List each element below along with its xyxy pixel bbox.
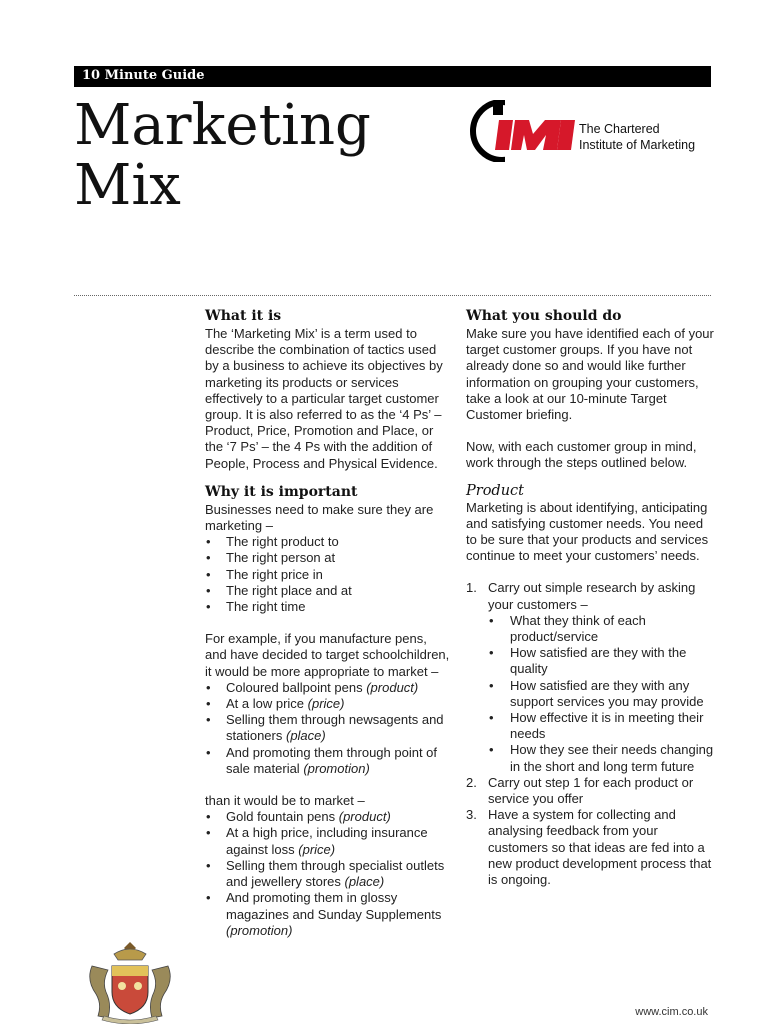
- guide-label-bar: [74, 66, 711, 87]
- product-heading: Product: [466, 482, 524, 499]
- cim-logo-mark: [469, 100, 577, 162]
- org-name-line-1: The Chartered: [579, 122, 660, 136]
- what-it-is-heading: What it is: [205, 308, 282, 324]
- dotted-divider: [74, 295, 711, 296]
- list-item: • The right time: [205, 599, 450, 615]
- steps-list: [466, 580, 716, 888]
- list-item: • Selling them through specialist outlets and jewellery stores (place): [205, 858, 450, 890]
- what-it-is-body: The ‘Marketing Mix’ is a term used to describe the combination of tactics used by a business to achieve its objectives by marketing its products or services effectively to a particular target customer group. It is also referred to as the ‘4 Ps’ – Product, Price, Promotion and Place, or the ‘7 Ps’ – the 4 Ps with the addition of People, Process and Physical Evidence.: [205, 326, 443, 471]
- page-title: [74, 93, 371, 218]
- list-item: 3. Have a system for collecting and analysing feedback from your customers so that ideas are fed into a new product development process that is ongoing.: [466, 807, 712, 888]
- list-item: • The right place and at: [205, 583, 450, 599]
- example-list: [205, 680, 450, 777]
- list-item: • The right price in: [205, 567, 450, 583]
- list-item: • What they think of each product/service: [488, 613, 716, 645]
- org-name-line-2: Institute of Marketing: [579, 138, 696, 152]
- guide-label: 10 Minute Guide: [82, 68, 205, 83]
- sub-list: [488, 613, 716, 775]
- left-column: [205, 306, 450, 939]
- example-intro: For example, if you manufacture pens, and have decided to target schoolchildren, it would be more appropriate to market –: [205, 631, 450, 679]
- list-item: • How satisfied are they with any support services you may provide: [488, 678, 716, 710]
- title-line-2: Mix: [74, 153, 181, 218]
- list-item: • Coloured ballpoint pens (product): [205, 680, 450, 696]
- why-intro: Businesses need to make sure they are marketing –: [205, 501, 434, 534]
- list-item: • How they see their needs changing in the short and long term future: [488, 742, 716, 774]
- right-column: [466, 306, 716, 888]
- list-item: • How effective it is in meeting their needs: [488, 710, 716, 742]
- what-to-do-body-1: Make sure you have identified each of your target customer groups. If you have not already done so and would like further information on grouping your customers, take a look at our 10-minute Target Customer briefing.: [466, 326, 714, 423]
- list-item: • And promoting them in glossy magazines and Sunday Supplements (promotion): [205, 890, 450, 939]
- list-item: • How satisfied are they with the quality: [488, 645, 716, 677]
- list-item: • At a low price (price): [205, 696, 450, 712]
- list-item: • Selling them through newsagents and stationers (place): [205, 712, 450, 744]
- list-item: • The right product to: [205, 534, 450, 550]
- list-item: 2. Carry out step 1 for each product or service you offer: [466, 774, 694, 807]
- list-item: • At a high price, including insurance against loss (price): [205, 825, 450, 857]
- cim-logo: [469, 100, 719, 162]
- list-item: 1. Carry out simple research by asking your customers – • What they think of each product/service • How satisfied are they with the quality • How satisfied are they with any support services you may provide • How effective it is in meeting their needs • How they see their needs changing in the short and long term future: [466, 580, 716, 774]
- product-body: Marketing is about identifying, anticipating and satisfying customer needs. You need to be sure that your products and services continue to meet your customers’ needs.: [466, 499, 709, 564]
- list-item: • Gold fountain pens (product): [205, 809, 450, 825]
- coat-of-arms-image: [74, 936, 186, 1024]
- title-line-1: Marketing: [74, 93, 371, 158]
- than-list: [205, 809, 450, 939]
- than-intro: than it would be to market –: [205, 793, 365, 809]
- list-item: • And promoting them through point of sale material (promotion): [205, 745, 450, 777]
- what-to-do-body-2: Now, with each customer group in mind, work through the steps outlined below.: [466, 439, 697, 471]
- list-item: • The right person at: [205, 550, 450, 566]
- org-name: [579, 121, 695, 153]
- footer-url: www.cim.co.uk: [635, 1006, 708, 1018]
- what-to-do-heading: What you should do: [466, 308, 622, 324]
- why-important-heading: Why it is important: [205, 483, 358, 500]
- why-list: [205, 534, 450, 615]
